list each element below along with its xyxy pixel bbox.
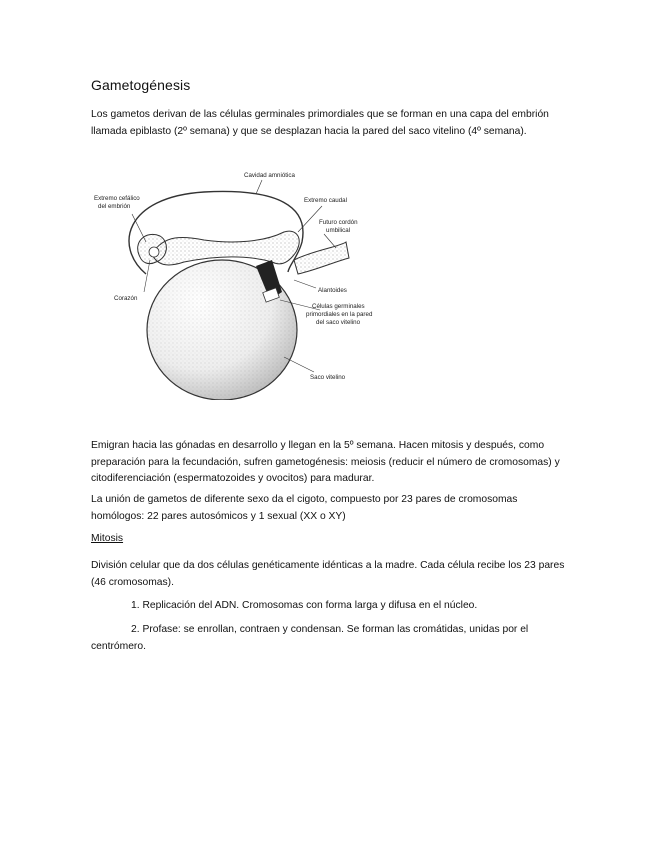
mitosis-definition: División celular que da dos células genéticamente idénticas a la madre. Cada célula recibe los 23 pares (46 cromosomas). <box>91 560 565 588</box>
heart-shape <box>149 247 159 257</box>
label-germ-1: Células germinales <box>312 303 365 310</box>
page-title: Gametogénesis <box>91 77 191 93</box>
intro-paragraph: Los gametos derivan de las células germinales primordiales que se forman en una capa del embrión llamada epiblasto (2º semana) y que se desplazan hacia la pared del saco vitelino (4º semana). <box>91 109 549 137</box>
label-caudal: Extremo caudal <box>304 197 347 204</box>
mitosis-step-2: 2. Profase: se enrollan, contraen y condensan. Se forman las cromátidas, unidas por el centrómero. <box>91 624 529 652</box>
union-paragraph: La unión de gametos de diferente sexo da el cigoto, compuesto por 23 pares de cromosomas homólogos: 22 pares autosómicos y 1 sexual (XX o XY) <box>91 494 518 522</box>
label-cephalic-2: del embrión <box>98 203 131 210</box>
label-cord-2: umbilical <box>326 227 351 234</box>
label-germ-3: del saco vitelino <box>316 319 361 326</box>
mitosis-step-1: 1. Replicación del ADN. Cromosomas con forma larga y difusa en el núcleo. <box>131 600 478 611</box>
label-yolk-sac: Saco vitelino <box>310 374 346 381</box>
embryo-figure <box>84 162 404 400</box>
mitosis-heading: Mitosis <box>91 533 124 544</box>
label-germ-2: primordiales en la pared <box>306 311 373 318</box>
label-amniotic-cavity: Cavidad amniótica <box>244 172 295 179</box>
migration-paragraph: Emigran hacia las gónadas en desarrollo y llegan en la 5º semana. Hacen mitosis y después, como preparación para la fecundación, sufren gametogénesis: meiosis (reducir el número de cromosomas) y citodiferenciación (espermatozoides y ovocitos) para madurar. <box>91 440 560 485</box>
umbilical-cord <box>294 242 349 274</box>
embryo-diagram <box>84 162 404 400</box>
label-cephalic-1: Extremo cefálico <box>94 195 140 202</box>
label-allantois: Alantoides <box>318 287 347 294</box>
label-cord-1: Futuro cordón <box>319 219 358 226</box>
label-heart: Corazón <box>114 295 138 302</box>
